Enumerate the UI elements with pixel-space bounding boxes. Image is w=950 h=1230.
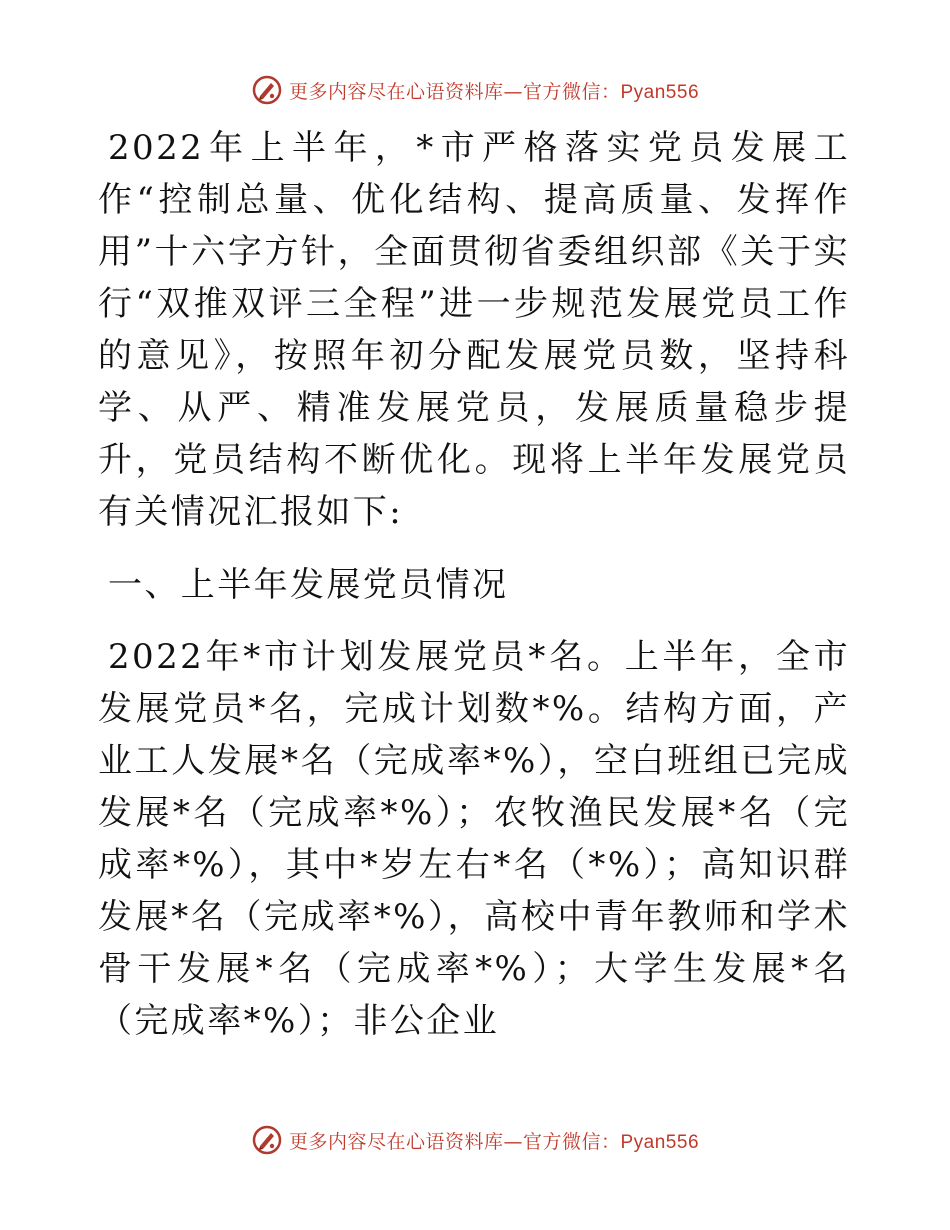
watermark-text: 更多内容尽在心语资料库—官方微信：Pyan556	[288, 80, 700, 103]
paragraph-statistics: 2022年*市计划发展党员*名。上半年，全市发展党员*名，完成计划数*%。结构方面，产业工人发展*名（完成率*%），空白班组已完成发展*名（完成率*%）；农牧渔民发展*名（完成率*%），其中*岁左右*名（*%）；高知识群发展*名（完成率*%），高校中青年教师和学术骨干发展*名（完成率*%）；大学生发展*名（完成率*%）；非公企业	[98, 637, 850, 1041]
pen-logo-icon	[251, 74, 283, 106]
watermark-text: 更多内容尽在心语资料库—官方微信：Pyan556	[288, 1130, 700, 1153]
paragraph-intro: 2022年上半年，*市严格落实党员发展工作“控制总量、优化结构、提高质量、发挥作用”十六字方针，全面贯彻省委组织部《关于实行“双推双评三全程”进一步规范发展党员工作的意见》，按照年初分配发展党员数，坚持科学、从严、精准发展党员，发展质量稳步提升，党员结构不断优化。现将上半年发展党员有关情况汇报如下:	[98, 128, 850, 532]
watermark-footer	[0, 1120, 950, 1160]
pen-logo-icon	[251, 1124, 283, 1156]
watermark-header	[0, 70, 950, 110]
section-heading: 一、上半年发展党员情况	[108, 565, 509, 605]
watermark-wechat-id: Pyan556	[620, 81, 700, 103]
watermark-wechat-id: Pyan556	[620, 1131, 700, 1153]
document-body	[98, 122, 850, 1047]
